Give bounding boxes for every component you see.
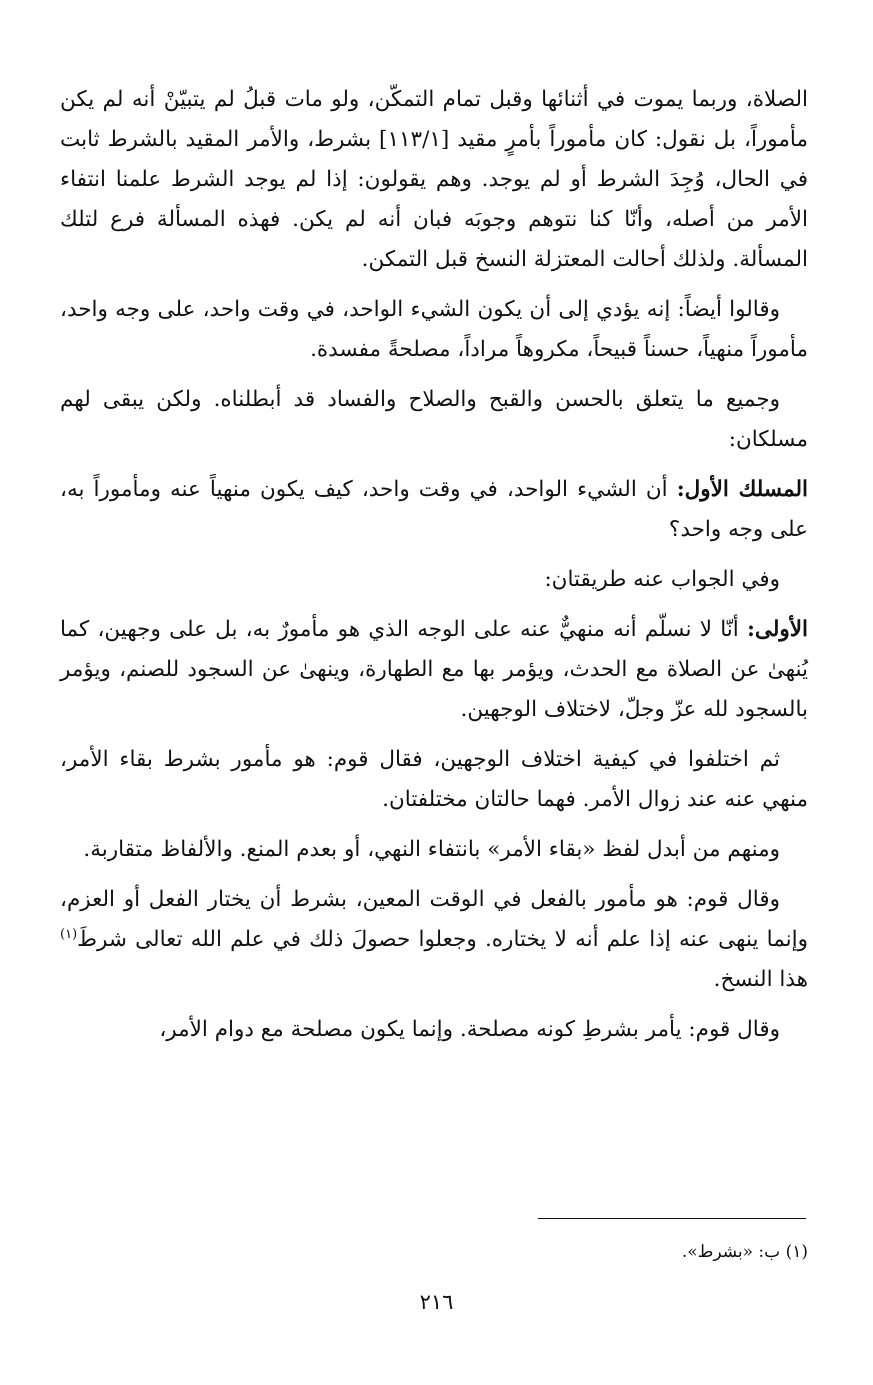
paragraph: وفي الجواب عنه طريقتان: — [544, 567, 780, 592]
paragraph-heading: الأولى: — [746, 617, 808, 642]
paragraph: وقالوا أيضاً: إنه يؤدي إلى أن يكون الشيء الواحد، في وقت واحد، على وجه واحد، مأموراً منهياً، حسناً قبيحاً، مكروهاً مراداً، مصلحةً مفسدة. — [60, 297, 808, 362]
paragraph: الأولى: أنّا لا نسلّم أنه منهيٌّ عنه على الوجه الذي هو مأمورٌ به، بل على وجهين، كما يُنهىٰ عن الصلاة مع الحدث، ويؤمر بها مع الطهارة، وينهىٰ عن السجود للصنم، ويؤمر بالسجود لله عزّ وجلّ، لاختلاف الوجهين. — [60, 617, 808, 722]
paragraph: وقال قوم: يأمر بشرطِ كونه مصلحة. وإنما يكون مصلحة مع دوام الأمر، — [159, 1017, 780, 1042]
paragraph: ومنهم من أبدل لفظ «بقاء الأمر» بانتفاء النهي، أو بعدم المنع. والألفاظ متقاربة. — [83, 837, 780, 862]
footnote-reference[interactable]: (١) — [60, 926, 78, 942]
main-text — [60, 80, 808, 1060]
footnote-divider — [538, 1218, 806, 1219]
paragraph: وقال قوم: هو مأمور بالفعل في الوقت المعين، بشرط أن يختار الفعل أو العزم، وإنما ينهى عنه إذا علم أنه لا يختاره. وجعلوا حصولَ ذلك في علم الله تعالى شرطَ$^{(١)}$ هذا النسخ. — [60, 887, 808, 992]
paragraph: المسلك الأول: أن الشيء الواحد، في وقت واحد، كيف يكون منهياً عنه ومأموراً به، على وجه واحد؟ — [60, 477, 808, 542]
paragraph: وجميع ما يتعلق بالحسن والقبح والصلاح والفساد قد أبطلناه. ولكن يبقى لهم مسلكان: — [60, 387, 808, 452]
paragraph: ثم اختلفوا في كيفية اختلاف الوجهين، فقال قوم: هو مأمور بشرط بقاء الأمر، منهي عنه عند زوال الأمر. فهما حالتان مختلفتان. — [60, 747, 808, 812]
page-number: ٢١٦ — [419, 1290, 454, 1314]
paragraph-heading: المسلك الأول: — [676, 477, 808, 502]
footnote: (١) ب: «بشرط». — [681, 1242, 808, 1262]
paragraph: الصلاة، وربما يموت في أثنائها وقبل تمام التمكّن، ولو مات قبلُ لم يتبيّنْ أنه لم يكن مأموراً، بل نقول: كان مأموراً بأمرٍ مقيد [١١٣/١] بشرط، والأمر المقيد بالشرط ثابت في الحال، وُجِدَ الشرط أو لم يوجد. وهم يقولون: إذا لم يوجد الشرط علمنا انتفاء الأمر من أصله، وأنّا كنا نتوهم وجوبَه فبان أنه لم يكن. فهذه المسألة فرع لتلك المسألة. ولذلك أحالت المعتزلة النسخ قبل التمكن. — [60, 87, 808, 272]
